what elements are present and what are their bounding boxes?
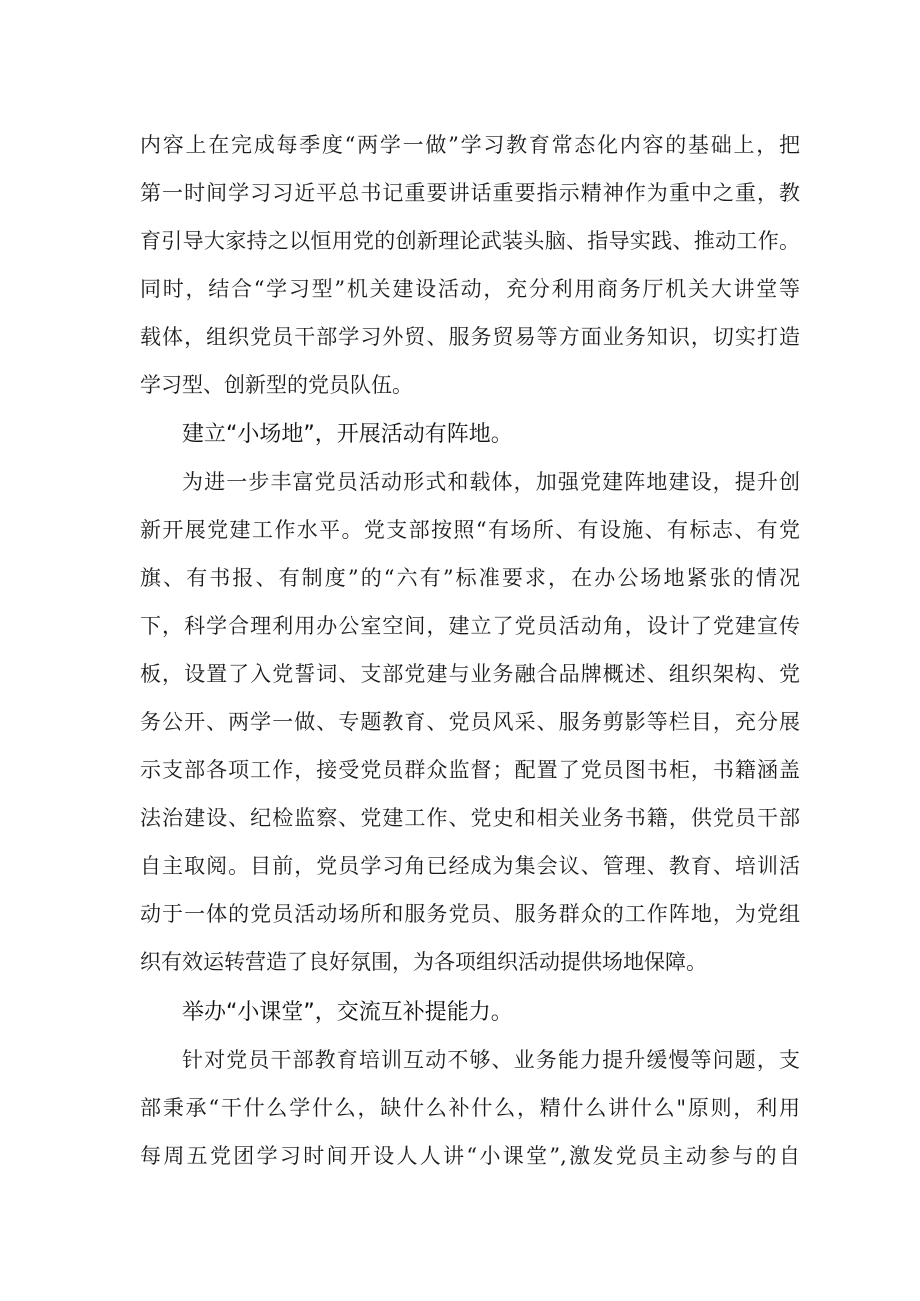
paragraph-1-line-5: 载体，组织党员干部学习外贸、服务贸易等方面业务知识，切实打造 xyxy=(140,325,800,349)
paragraph-2-line-3: 旗、有书报、有制度”的“六有”标准要求，在办公场地紧张的情况 xyxy=(140,566,800,590)
paragraph-2-line-9: 自主取阅。目前，党员学习角已经成为集会议、管理、教育、培训活 xyxy=(140,854,800,878)
paragraph-2-line-4: 下，科学合理利用办公室空间，建立了党员活动角，设计了党建宣传 xyxy=(140,614,800,638)
paragraph-2-line-2: 新开展党建工作水平。党支部按照“有场所、有设施、有标志、有党 xyxy=(140,518,800,542)
paragraph-3-line-2: 部秉承“干什么学什么，缺什么补什么，精什么讲什么"原则，利用 xyxy=(140,1096,800,1120)
paragraph-2-line-5: 板，设置了入党誓词、支部党建与业务融合品牌概述、组织架构、党 xyxy=(140,662,800,686)
paragraph-1-line-3: 育引导大家持之以恒用党的创新理论武装头脑、指导实践、推动工作。 xyxy=(140,229,800,253)
paragraph-2-line-10: 动于一体的党员活动场所和服务党员、服务群众的工作阵地，为党组 xyxy=(140,902,800,926)
paragraph-2-line-7: 示支部各项工作，接受党员群众监督；配置了党员图书柜，书籍涵盖 xyxy=(140,758,800,782)
paragraph-2-line-8: 法治建设、纪检监察、党建工作、党史和相关业务书籍，供党员干部 xyxy=(140,806,800,830)
paragraph-2-line-11: 织有效运转营造了良好氛围，为各项组织活动提供场地保障。 xyxy=(140,950,707,974)
section-heading-small-venue: 建立“小场地”，开展活动有阵地。 xyxy=(182,422,513,447)
paragraph-2-line-1: 为进一步丰富党员活动形式和载体，加强党建阵地建设，提升创 xyxy=(182,470,800,494)
paragraph-2-line-6: 务公开、两学一做、专题教育、党员风采、服务剪影等栏目，充分展 xyxy=(140,710,800,734)
paragraph-3-line-1: 针对党员干部教育培训互动不够、业务能力提升缓慢等问题，支 xyxy=(182,1048,800,1072)
paragraph-1-line-1: 内容上在完成每季度“两学一做”学习教育常态化内容的基础上，把 xyxy=(140,133,800,157)
section-heading-small-classroom: 举办“小课堂”，交流互补提能力。 xyxy=(182,1000,513,1025)
paragraph-1-line-6: 学习型、创新型的党员队伍。 xyxy=(140,373,413,397)
paragraph-3-line-3: 每周五党团学习时间开设人人讲“小课堂”,激发党员主动参与的自 xyxy=(140,1144,800,1168)
paragraph-1-line-4: 同时，结合“学习型”机关建设活动，充分利用商务厅机关大讲堂等 xyxy=(140,277,800,301)
paragraph-1-line-2: 第一时间学习习近平总书记重要讲话重要指示精神作为重中之重，教 xyxy=(140,181,800,205)
